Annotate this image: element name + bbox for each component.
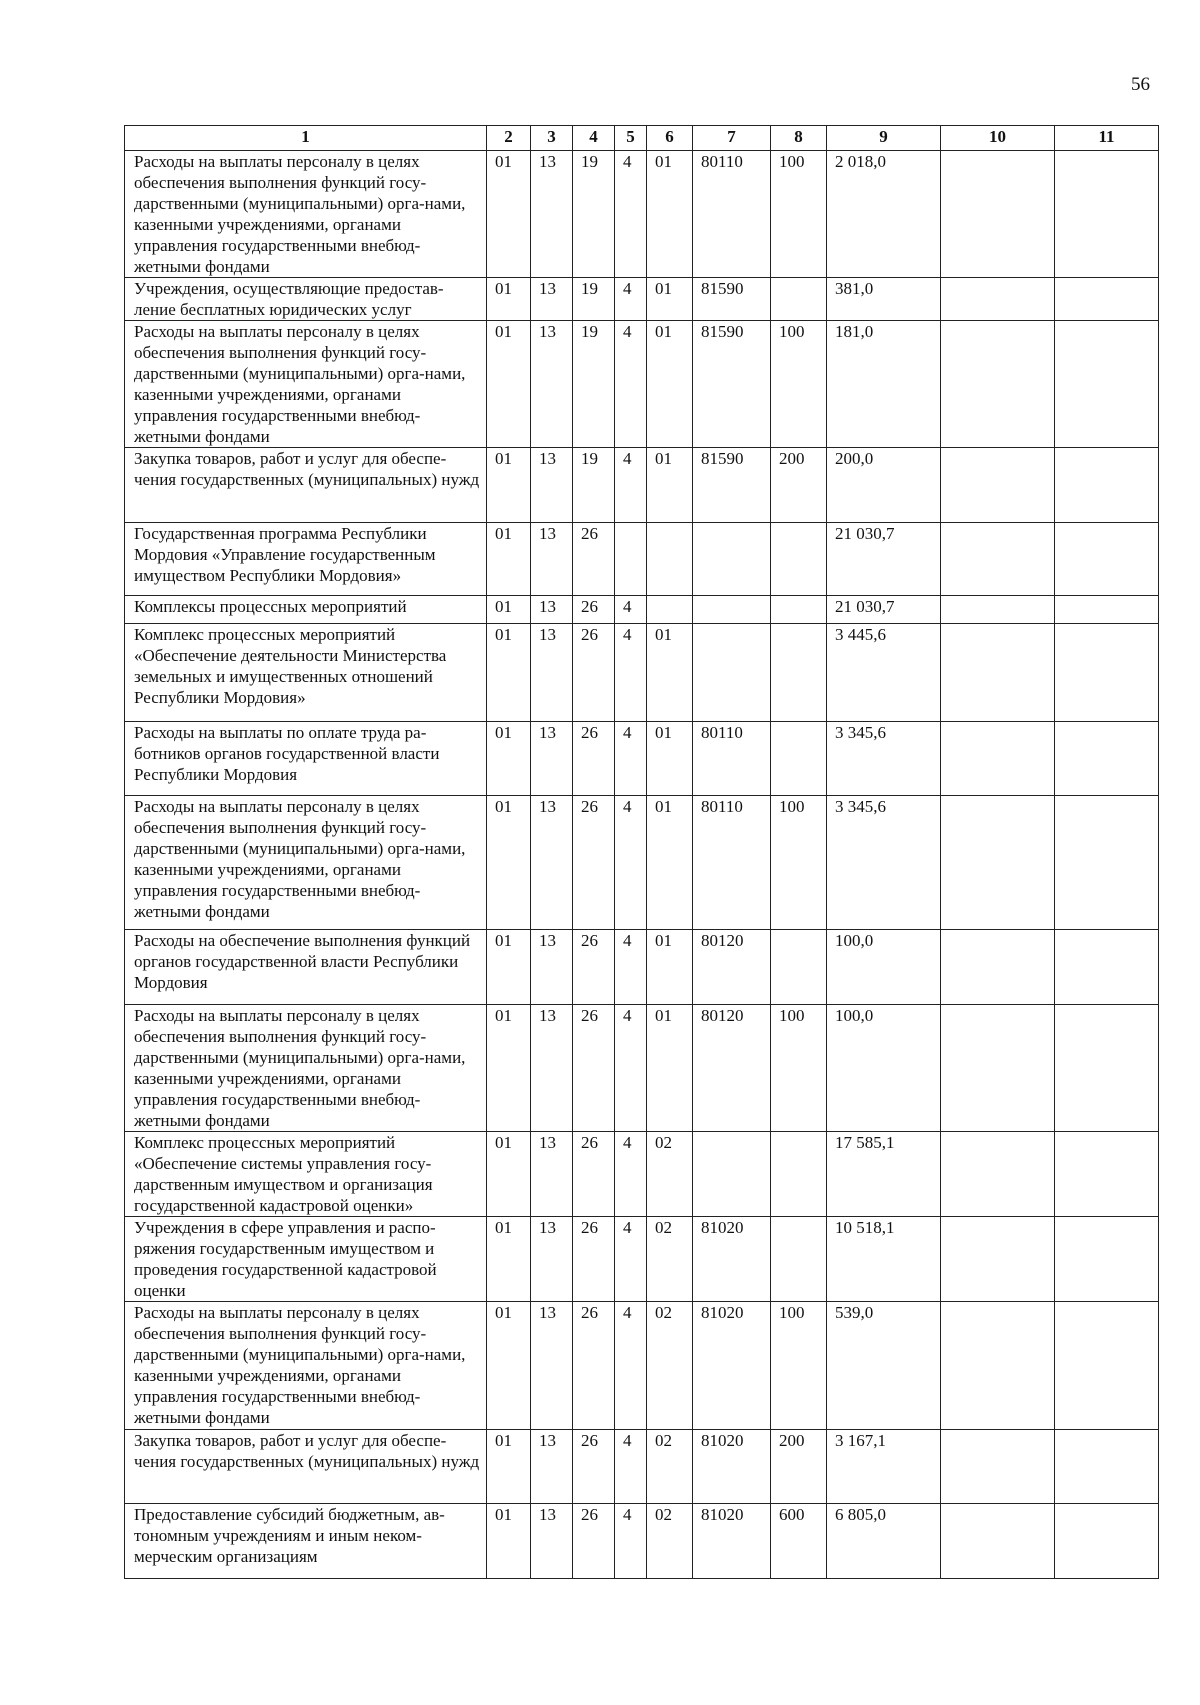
col-7-cell: 81590 [693,448,771,523]
col-8-cell: 200 [771,1430,827,1504]
col-2-cell: 01 [487,1430,531,1504]
col-6-cell: 01 [647,1005,693,1132]
col-4-cell: 26 [573,1430,615,1504]
col-9-cell: 3 345,6 [827,796,941,930]
col-8-cell [771,1132,827,1217]
col-5-cell: 4 [615,596,647,624]
col-7-cell [693,1132,771,1217]
col-6-cell: 01 [647,448,693,523]
table-row [125,596,1159,624]
col-4-cell: 26 [573,523,615,596]
col-10-cell [941,796,1055,930]
column-header: 11 [1055,126,1159,151]
col-2-cell: 01 [487,321,531,448]
col-8-cell [771,930,827,1005]
col-8-cell [771,624,827,722]
col-6-cell: 01 [647,278,693,321]
col-10-cell [941,278,1055,321]
col-10-cell [941,523,1055,596]
row-name-cell: Расходы на выплаты персоналу в целях обеспечения выполнения функций госу-дарственными (муниципальными) орга-нами, казенными учреждениями, органами управления государственными внебюд-жетными фондами [125,1005,487,1132]
col-6-cell: 02 [647,1302,693,1430]
row-name-cell: Государственная программа Республики Мордовия «Управление государственным имуществом Республики Мордовия» [125,523,487,596]
col-5-cell [615,523,647,596]
col-2-cell: 01 [487,523,531,596]
col-5-cell: 4 [615,151,647,278]
col-7-cell: 81020 [693,1430,771,1504]
col-6-cell: 01 [647,624,693,722]
row-name-cell: Расходы на выплаты персоналу в целях обеспечения выполнения функций госу-дарственными (муниципальными) орга-нами, казенными учреждениями, органами управления государственными внебюд-жетными фондами [125,321,487,448]
col-10-cell [941,321,1055,448]
col-8-cell: 100 [771,321,827,448]
col-7-cell: 80120 [693,1005,771,1132]
col-6-cell: 01 [647,151,693,278]
col-11-cell [1055,1132,1159,1217]
col-2-cell: 01 [487,278,531,321]
col-8-cell: 100 [771,796,827,930]
col-9-cell: 200,0 [827,448,941,523]
col-5-cell: 4 [615,722,647,796]
col-2-cell: 01 [487,796,531,930]
col-7-cell: 80110 [693,796,771,930]
col-3-cell: 13 [531,1430,573,1504]
table-row [125,722,1159,796]
col-7-cell [693,596,771,624]
row-name-cell: Комплекс процессных мероприятий «Обеспечение системы управления госу-дарственным имуществом и организация государственной кадастровой оценки» [125,1132,487,1217]
col-8-cell [771,278,827,321]
col-7-cell: 81020 [693,1217,771,1302]
col-4-cell: 26 [573,624,615,722]
col-2-cell: 01 [487,151,531,278]
col-8-cell: 100 [771,1302,827,1430]
row-name-cell: Учреждения, осуществляющие предостав-ление бесплатных юридических услуг [125,278,487,321]
col-6-cell [647,523,693,596]
col-7-cell: 81590 [693,321,771,448]
col-9-cell: 3 167,1 [827,1430,941,1504]
table-row [125,930,1159,1005]
col-11-cell [1055,1504,1159,1579]
table-row [125,448,1159,523]
col-4-cell: 26 [573,1217,615,1302]
col-9-cell: 539,0 [827,1302,941,1430]
col-6-cell [647,596,693,624]
col-5-cell: 4 [615,796,647,930]
col-11-cell [1055,151,1159,278]
col-6-cell: 01 [647,722,693,796]
col-10-cell [941,930,1055,1005]
col-3-cell: 13 [531,1302,573,1430]
col-3-cell: 13 [531,624,573,722]
col-7-cell: 81590 [693,278,771,321]
col-8-cell [771,523,827,596]
col-3-cell: 13 [531,321,573,448]
col-2-cell: 01 [487,596,531,624]
col-4-cell: 26 [573,930,615,1005]
col-3-cell: 13 [531,1504,573,1579]
col-8-cell: 200 [771,448,827,523]
row-name-cell: Комплексы процессных мероприятий [125,596,487,624]
col-6-cell: 02 [647,1217,693,1302]
col-3-cell: 13 [531,448,573,523]
col-9-cell: 21 030,7 [827,596,941,624]
col-11-cell [1055,624,1159,722]
col-11-cell [1055,321,1159,448]
col-9-cell: 181,0 [827,321,941,448]
col-6-cell: 01 [647,930,693,1005]
table-row [125,523,1159,596]
col-8-cell [771,1217,827,1302]
table-row [125,1217,1159,1302]
col-10-cell [941,722,1055,796]
row-name-cell: Расходы на выплаты персоналу в целях обеспечения выполнения функций госу-дарственными (муниципальными) орга-нами, казенными учреждениями, органами управления государственными внебюд-жетными фондами [125,1302,487,1430]
col-4-cell: 26 [573,722,615,796]
col-4-cell: 26 [573,1504,615,1579]
col-4-cell: 26 [573,596,615,624]
col-4-cell: 19 [573,321,615,448]
col-2-cell: 01 [487,1132,531,1217]
col-3-cell: 13 [531,596,573,624]
col-4-cell: 26 [573,796,615,930]
page-number: 56 [1131,74,1150,95]
row-name-cell: Закупка товаров, работ и услуг для обеспе-чения государственных (муниципальных) нужд [125,448,487,523]
row-name-cell: Расходы на выплаты персоналу в целях обеспечения выполнения функций госу-дарственными (муниципальными) орга-нами, казенными учреждениями, органами управления государственными внебюд-жетными фондами [125,796,487,930]
col-11-cell [1055,930,1159,1005]
col-2-cell: 01 [487,1005,531,1132]
col-11-cell [1055,596,1159,624]
col-5-cell: 4 [615,448,647,523]
col-2-cell: 01 [487,1504,531,1579]
budget-table [124,125,1159,1579]
col-9-cell: 17 585,1 [827,1132,941,1217]
col-3-cell: 13 [531,1005,573,1132]
col-11-cell [1055,1005,1159,1132]
col-11-cell [1055,278,1159,321]
col-10-cell [941,1430,1055,1504]
col-11-cell [1055,1217,1159,1302]
col-5-cell: 4 [615,1217,647,1302]
col-5-cell: 4 [615,1504,647,1579]
col-11-cell [1055,796,1159,930]
col-7-cell: 80110 [693,722,771,796]
column-header: 10 [941,126,1055,151]
col-10-cell [941,1302,1055,1430]
col-7-cell: 80120 [693,930,771,1005]
col-2-cell: 01 [487,930,531,1005]
col-5-cell: 4 [615,624,647,722]
col-7-cell: 80110 [693,151,771,278]
col-3-cell: 13 [531,278,573,321]
col-11-cell [1055,1302,1159,1430]
table-row [125,1302,1159,1430]
row-name-cell: Расходы на выплаты по оплате труда ра-ботников органов государственной власти Республики Мордовия [125,722,487,796]
table-body [125,151,1159,1579]
col-6-cell: 01 [647,321,693,448]
column-header: 4 [573,126,615,151]
col-9-cell: 3 445,6 [827,624,941,722]
row-name-cell: Расходы на выплаты персоналу в целях обеспечения выполнения функций госу-дарственными (муниципальными) орга-нами, казенными учреждениями, органами управления государственными внебюд-жетными фондами [125,151,487,278]
column-header: 5 [615,126,647,151]
col-4-cell: 19 [573,448,615,523]
col-9-cell: 381,0 [827,278,941,321]
header-row [125,126,1159,151]
col-6-cell: 02 [647,1132,693,1217]
row-name-cell: Расходы на обеспечение выполнения функций органов государственной власти Республики Мордовия [125,930,487,1005]
col-8-cell: 600 [771,1504,827,1579]
col-9-cell: 21 030,7 [827,523,941,596]
col-11-cell [1055,523,1159,596]
col-9-cell: 2 018,0 [827,151,941,278]
col-6-cell: 02 [647,1430,693,1504]
column-header: 6 [647,126,693,151]
col-4-cell: 26 [573,1302,615,1430]
table-row [125,321,1159,448]
col-7-cell [693,624,771,722]
col-11-cell [1055,722,1159,796]
col-7-cell: 81020 [693,1504,771,1579]
column-header: 7 [693,126,771,151]
col-2-cell: 01 [487,1302,531,1430]
col-3-cell: 13 [531,796,573,930]
col-8-cell [771,722,827,796]
col-3-cell: 13 [531,523,573,596]
col-9-cell: 10 518,1 [827,1217,941,1302]
col-10-cell [941,624,1055,722]
col-5-cell: 4 [615,1005,647,1132]
col-9-cell: 100,0 [827,1005,941,1132]
col-9-cell: 3 345,6 [827,722,941,796]
col-10-cell [941,1132,1055,1217]
col-11-cell [1055,448,1159,523]
column-header: 2 [487,126,531,151]
column-header: 8 [771,126,827,151]
column-header: 9 [827,126,941,151]
column-header: 1 [125,126,487,151]
col-5-cell: 4 [615,1302,647,1430]
row-name-cell: Учреждения в сфере управления и распо-ряжения государственным имуществом и проведения государственной кадастровой оценки [125,1217,487,1302]
col-10-cell [941,1217,1055,1302]
table-row [125,624,1159,722]
col-7-cell [693,523,771,596]
col-5-cell: 4 [615,1132,647,1217]
col-3-cell: 13 [531,930,573,1005]
col-2-cell: 01 [487,722,531,796]
col-4-cell: 19 [573,278,615,321]
col-11-cell [1055,1430,1159,1504]
col-10-cell [941,596,1055,624]
row-name-cell: Комплекс процессных мероприятий «Обеспечение деятельности Министерства земельных и имущественных отношений Республики Мордовия» [125,624,487,722]
col-3-cell: 13 [531,1132,573,1217]
col-6-cell: 02 [647,1504,693,1579]
col-8-cell: 100 [771,1005,827,1132]
col-5-cell: 4 [615,321,647,448]
col-3-cell: 13 [531,1217,573,1302]
col-5-cell: 4 [615,278,647,321]
table-row [125,1504,1159,1579]
col-5-cell: 4 [615,930,647,1005]
col-2-cell: 01 [487,1217,531,1302]
table-row [125,1430,1159,1504]
col-10-cell [941,448,1055,523]
col-4-cell: 19 [573,151,615,278]
table-row [125,278,1159,321]
col-10-cell [941,1504,1055,1579]
col-3-cell: 13 [531,722,573,796]
col-10-cell [941,1005,1055,1132]
row-name-cell: Предоставление субсидий бюджетным, ав-тономным учреждениям и иным неком-мерческим организациям [125,1504,487,1579]
table-row [125,1005,1159,1132]
col-9-cell: 6 805,0 [827,1504,941,1579]
table-row [125,1132,1159,1217]
col-2-cell: 01 [487,624,531,722]
col-3-cell: 13 [531,151,573,278]
row-name-cell: Закупка товаров, работ и услуг для обеспе-чения государственных (муниципальных) нужд [125,1430,487,1504]
col-6-cell: 01 [647,796,693,930]
col-4-cell: 26 [573,1132,615,1217]
col-4-cell: 26 [573,1005,615,1132]
col-7-cell: 81020 [693,1302,771,1430]
column-header: 3 [531,126,573,151]
col-8-cell [771,596,827,624]
table-row [125,151,1159,278]
col-9-cell: 100,0 [827,930,941,1005]
col-8-cell: 100 [771,151,827,278]
col-2-cell: 01 [487,448,531,523]
col-5-cell: 4 [615,1430,647,1504]
table-row [125,796,1159,930]
col-10-cell [941,151,1055,278]
